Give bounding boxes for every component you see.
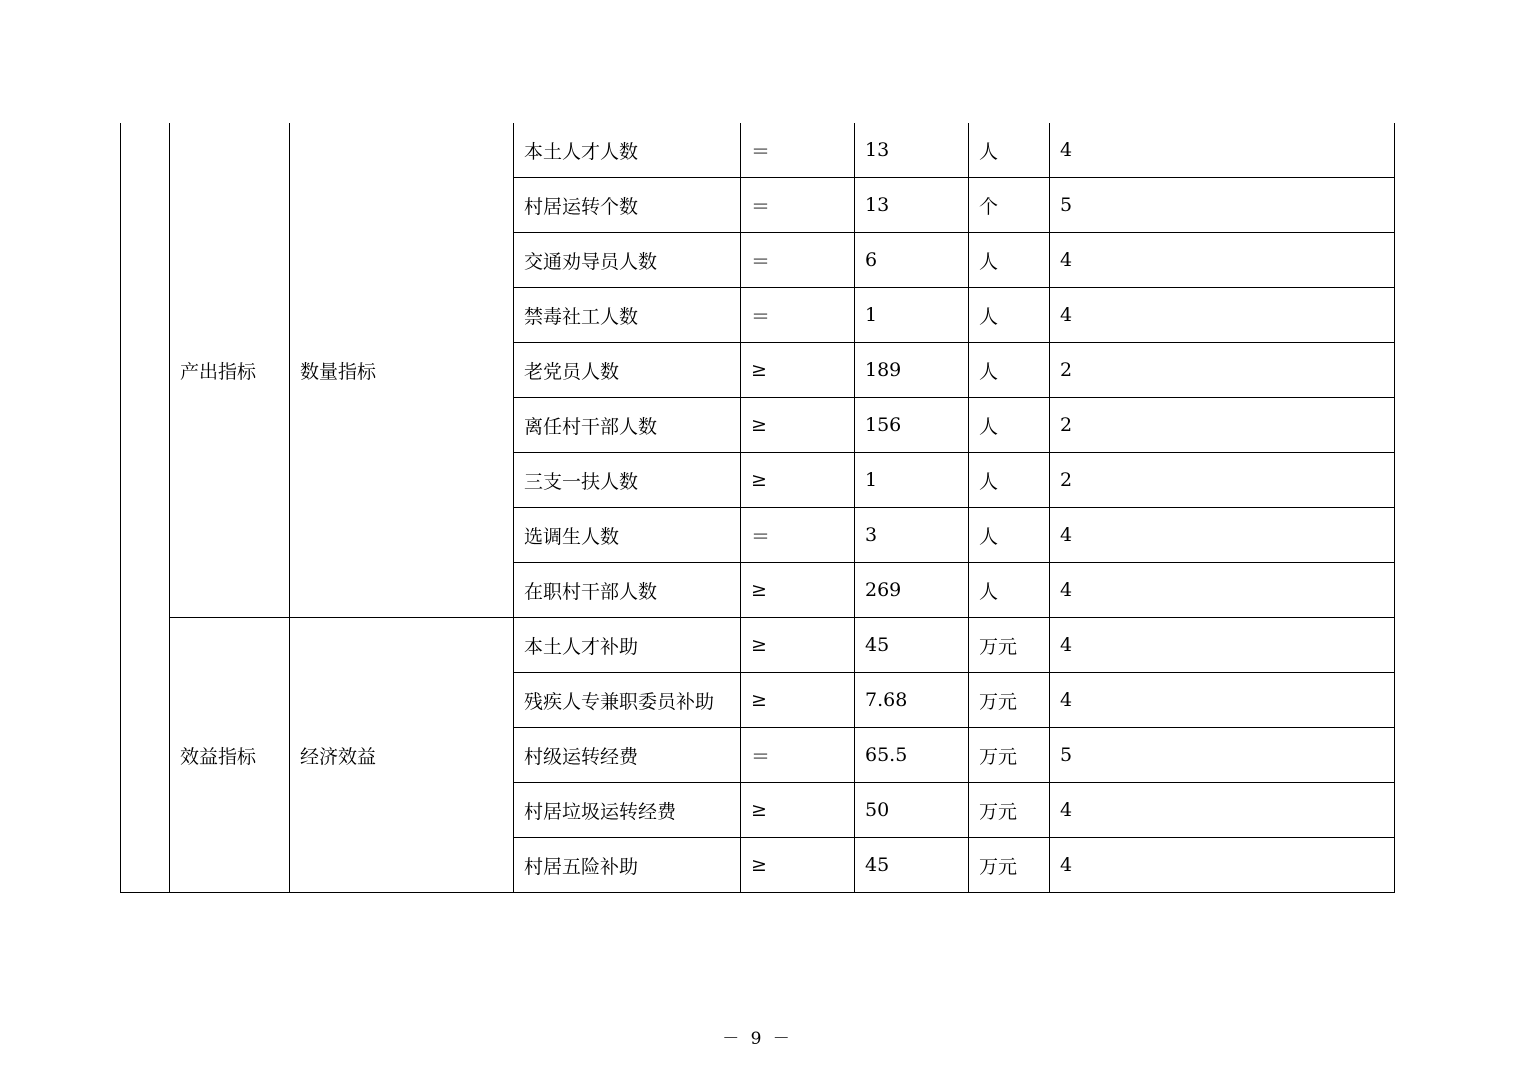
score-cell: 4 [1050,563,1395,618]
target-value-cell: 13 [855,178,969,233]
score-cell: 2 [1050,343,1395,398]
score-cell: 5 [1050,178,1395,233]
score-cell: 2 [1050,453,1395,508]
operator-cell: ≥ [741,783,855,838]
target-value-cell: 7.68 [855,673,969,728]
target-value-cell: 1 [855,288,969,343]
indicator-name-cell: 离任村干部人数 [514,398,741,453]
level1-indicator-cell: 效益指标 [170,618,290,893]
operator-cell: ≥ [741,838,855,893]
target-value-cell: 269 [855,563,969,618]
score-cell: 4 [1050,508,1395,563]
unit-cell: 个 [969,178,1050,233]
target-value-cell: 50 [855,783,969,838]
indicator-name-cell: 村级运转经费 [514,728,741,783]
indicator-name-cell: 村居垃圾运转经费 [514,783,741,838]
unit-cell: 人 [969,123,1050,178]
operator-cell: ＝ [741,508,855,563]
score-cell: 4 [1050,838,1395,893]
score-cell: 4 [1050,233,1395,288]
unit-cell: 万元 [969,618,1050,673]
score-cell: 2 [1050,398,1395,453]
operator-cell: ＝ [741,288,855,343]
unit-cell: 万元 [969,728,1050,783]
unit-cell: 人 [969,563,1050,618]
score-cell: 4 [1050,123,1395,178]
unit-cell: 人 [969,288,1050,343]
unit-cell: 人 [969,453,1050,508]
table-row [121,123,1395,178]
unit-cell: 人 [969,343,1050,398]
indicator-name-cell: 禁毒社工人数 [514,288,741,343]
operator-cell: ＝ [741,178,855,233]
unit-cell: 人 [969,508,1050,563]
score-cell: 4 [1050,783,1395,838]
indicator-name-cell: 在职村干部人数 [514,563,741,618]
unit-cell: 万元 [969,838,1050,893]
score-cell: 4 [1050,288,1395,343]
indicator-name-cell: 村居五险补助 [514,838,741,893]
target-value-cell: 3 [855,508,969,563]
level2-indicator-cell: 经济效益 [290,618,514,893]
indicator-name-cell: 交通劝导员人数 [514,233,741,288]
unit-cell: 人 [969,398,1050,453]
indicator-name-cell: 三支一扶人数 [514,453,741,508]
operator-cell: ≥ [741,343,855,398]
table-body [121,123,1395,893]
performance-indicator-table [120,123,1395,893]
target-value-cell: 6 [855,233,969,288]
operator-cell: ≥ [741,618,855,673]
outer-category-cell [121,123,170,893]
level1-indicator-cell: 产出指标 [170,123,290,618]
operator-cell: ＝ [741,123,855,178]
operator-cell: ≥ [741,453,855,508]
unit-cell: 万元 [969,673,1050,728]
operator-cell: ≥ [741,563,855,618]
level2-indicator-cell: 数量指标 [290,123,514,618]
indicator-name-cell: 老党员人数 [514,343,741,398]
target-value-cell: 1 [855,453,969,508]
target-value-cell: 45 [855,618,969,673]
score-cell: 4 [1050,618,1395,673]
operator-cell: ≥ [741,673,855,728]
score-cell: 5 [1050,728,1395,783]
unit-cell: 万元 [969,783,1050,838]
table-row [121,618,1395,673]
unit-cell: 人 [969,233,1050,288]
target-value-cell: 45 [855,838,969,893]
operator-cell: ＝ [741,233,855,288]
target-value-cell: 189 [855,343,969,398]
operator-cell: ＝ [741,728,855,783]
indicator-name-cell: 残疾人专兼职委员补助 [514,673,741,728]
indicator-name-cell: 村居运转个数 [514,178,741,233]
page-number: － 9 － [722,1029,793,1049]
operator-cell: ≥ [741,398,855,453]
score-cell: 4 [1050,673,1395,728]
indicator-name-cell: 本土人才补助 [514,618,741,673]
target-value-cell: 65.5 [855,728,969,783]
indicator-name-cell: 本土人才人数 [514,123,741,178]
target-value-cell: 13 [855,123,969,178]
target-value-cell: 156 [855,398,969,453]
indicator-name-cell: 选调生人数 [514,508,741,563]
